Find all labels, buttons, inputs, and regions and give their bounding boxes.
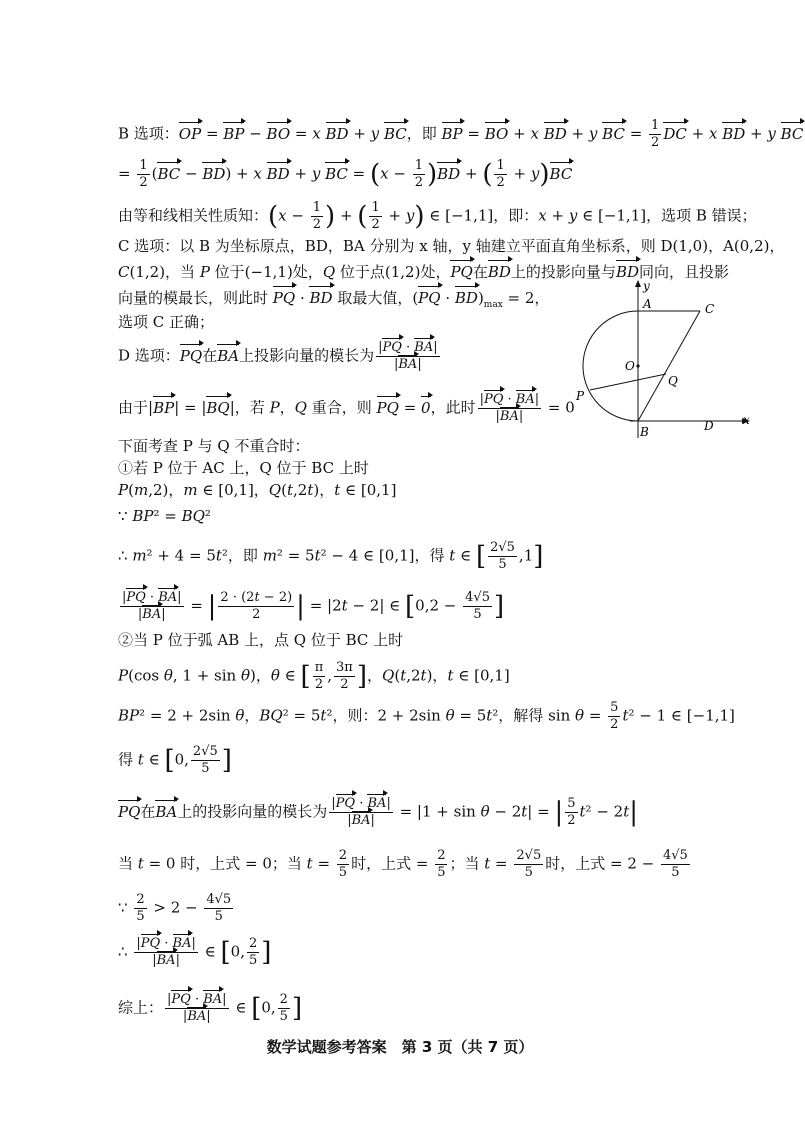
label-O: O <box>625 359 635 373</box>
line-19: 得 t ∈ [0, $\frac{2√5}{5}$ ] <box>118 744 232 776</box>
line-22: ∵ $\frac{2}{5}$ > 2 − $\frac{4√5}{5}$ <box>118 892 232 924</box>
geometry-figure <box>570 278 760 448</box>
line-8: D 选项：PQ在BA上投影向量的模长为 $\frac{|PQ \cdot BA|}{|BA|}$ <box>118 340 438 372</box>
line-21: 当 t = 0 时，上式 = 0；当 t = $\frac{2}{5}$ 时，上式 = $\frac{2}{5}$ ；当 t = $\frac{2√5}{5}$ 时，上式 = 2 − $\frac{4√5}{5}$ <box>118 848 688 880</box>
line-23: ∴ $\frac{|PQ \cdot BA|}{|BA|}$ ∈ [0, $\frac{2}{5}$ ] <box>118 936 272 968</box>
line-16: ②当 P 位于弧 AB 上，点 Q 位于 BC 上时 <box>118 631 404 649</box>
label-C: C <box>705 302 715 316</box>
line-7: 选项 C 正确； <box>118 313 215 331</box>
line-1: B 选项：OP = BP − BO = x BD + y BC，即 BP = BO + x BD + y BC = $\frac{1}{2}$ DC + x BD + y BC <box>118 118 804 150</box>
page-footer: 数学试题参考答案 第 3 页（共 7 页） <box>266 1038 534 1056</box>
label-B: B <box>640 425 649 439</box>
label-P: P <box>576 389 585 403</box>
label-A: A <box>643 297 652 311</box>
line-15: $\frac{|PQ \cdot BA|}{|BA|}$ = | $\frac{2 \cdot (2t - 2)}{2}$ | = |2t − 2| ∈ [0,2 − $\frac{4√5}{5}$ ] <box>122 590 505 622</box>
label-y: y <box>643 279 650 293</box>
line-13: ∵ BP² = BQ² <box>118 507 211 525</box>
line-3: 由等和线相关性质知：(x − $\frac{1}{2}$ ) + ( $\frac{1}{2}$ + y) ∈ [−1,1]，即：x + y ∈ [−1,1]，选项 B 错误； <box>118 200 757 232</box>
line-17: P(cos θ, 1 + sin θ)，θ ∈ [ $\frac{\pi}{2}$ , $\frac{3\pi}{2}$ ]，Q(t,2t)，t ∈ [0,1] <box>118 660 510 692</box>
label-x: x <box>743 413 750 427</box>
line-2: = $\frac{1}{2}$ (BC − BD) + x BD + y BC = (x − $\frac{1}{2}$ )BD + ( $\frac{1}{2}$ + y)BC <box>118 158 573 190</box>
line-5: C(1,2)，当 P 位于(−1,1)处，Q 位于点(1,2)处，PQ在BD上的投影向量与BD同向，且投影 <box>118 263 730 281</box>
line-14: ∴ m² + 4 = 5t²，即 m² = 5t² − 4 ∈ [0,1]，得 t ∈ [ $\frac{2√5}{5}$ ,1] <box>118 540 544 572</box>
label-D: D <box>704 419 714 433</box>
line-24: 综上： $\frac{|PQ \cdot BA|}{|BA|}$ ∈ [0, $\frac{2}{5}$ ] <box>118 992 303 1024</box>
line-20: PQ在BA上的投影向量的模长为 $\frac{|PQ \cdot BA|}{|BA|}$ = |1 + sin θ − 2t| = | $\frac{5}{2}$ t² − 2t| <box>118 796 638 828</box>
line-6: 向量的模最长，则此时 PQ · BD 取最大值，$(PQ \cdot BD)_{max} = 2$， <box>118 289 550 310</box>
label-Q: Q <box>668 374 678 388</box>
line-10: 下面考查 P 与 Q 不重合时： <box>118 437 310 455</box>
line-12: P(m,2)，m ∈ [0,1]，Q(t,2t)，t ∈ [0,1] <box>118 481 397 499</box>
line-9: 由于|BP| = |BQ|，若 P，Q 重合，则 PQ = 0，此时 $\frac{|PQ \cdot BA|}{|BA|}$ = 0 <box>118 392 575 424</box>
line-18: BP² = 2 + 2sin θ，BQ² = 5t²，则：2 + 2sin θ = 5t²，解得 sin θ = $\frac{5}{2}$ t² − 1 ∈ [−1,1] <box>118 700 735 732</box>
line-11: ①若 P 位于 AC 上，Q 位于 BC 上时 <box>118 459 369 477</box>
line-4: C 选项：以 B 为坐标原点，BD，BA 分别为 x 轴，y 轴建立平面直角坐标系，则 D(1,0)，A(0,2)， <box>118 237 785 255</box>
